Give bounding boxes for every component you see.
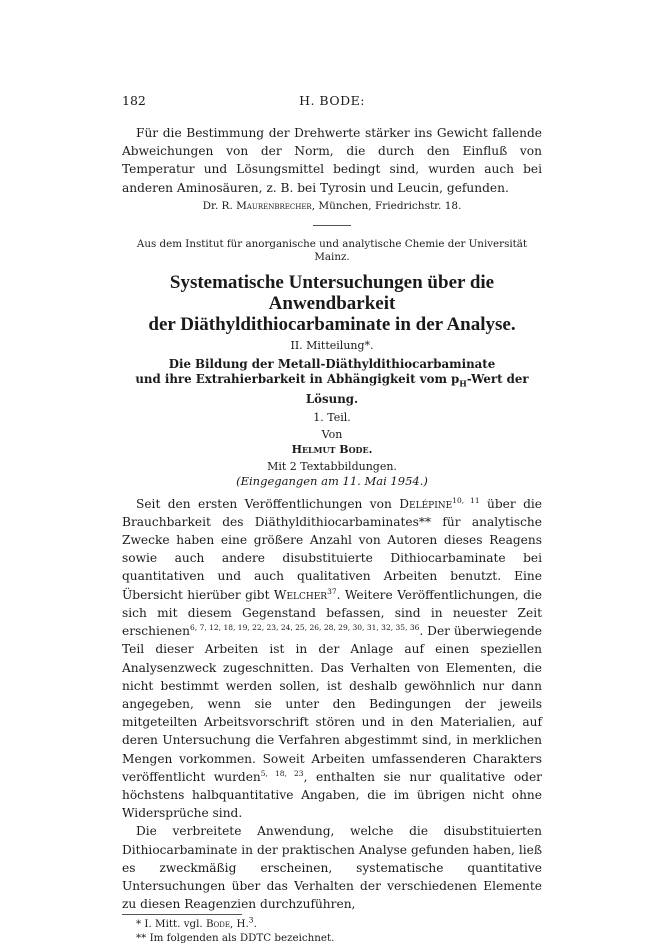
citation: 10, 11 xyxy=(452,495,480,505)
institute-line: Aus dem Institut für anorganische und analytische Chemie der Universität Mainz. xyxy=(136,237,528,263)
part-number: 1. Teil. xyxy=(313,410,351,424)
footnote-rule xyxy=(122,914,242,915)
footnote-2: ** Im folgenden als DDTC bezeichnet. xyxy=(136,931,335,944)
part-label: II. Mitteilung*. xyxy=(290,338,374,352)
separator-rule xyxy=(313,225,351,226)
previous-article-paragraph: Für die Bestimmung der Drehwerte stärker ins Gewicht fallende Abweichungen von der Norm, die durch den Einfluß von Temperatur und Lösungsmittel bedingt sind, wurden auch bei anderen Aminosäuren, z. B. bei Tyrosin und Leucin, gefunden. xyxy=(122,126,542,195)
article-title: Systematische Untersuchungen über die Anwendbarkeit der Diäthyldithiocarbaminate in der Analyse. xyxy=(148,271,516,335)
body-paragraph-1: Seit den ersten Veröffentlichungen von Delépine$^{10, 11}$ über die Brauchbarkeit des Diäthyldithiocarbaminates** für analytische Zwecke haben eine größere Anzahl von Autoren dieses Reagens sowie auch andere disubstituierte Dithiocarbaminate bei quantitativen und auch qualitativen Arbeiten benutzt. Eine Übersicht hierüber gibt Welcher$^{37}$. Weitere Veröffentlichungen, die sich mit diesem Gegenstand befassen, sind in neuester Zeit erschienen$^{6, 7, 12, 18, 19, 22, 23, 24, 25, 26, 28, 29, 30, 31, 32, 35, 36}$. Der überwiegende Teil dieser Arbeiten ist in der Anlage auf einen speziellen Analysenzweck zugeschnitten. Das Verhalten von Elementen, die nicht bestimmt werden sollen, ist deshalb gewöhnlich nur dann angegeben, wenn sie unter den Bedingungen der jeweils mitgeteilten Arbeitsvorschrift stören und in den Materialien, auf deren Untersuchung die Verfahren abgestimmt sind, in merklichen Mengen vorkommen. Soweit Arbeiten umfassenderen Charakters veröffentlicht wurden$^{5, 18, 23}$, enthalten sie nur qualitative oder höchstens halbquantitative Angaben, die im übrigen nicht ohne Widersprüche sind. xyxy=(122,495,543,821)
figures-note: Mit 2 Textabbildungen. xyxy=(267,459,397,473)
citation: 37 xyxy=(327,586,337,596)
received-date: (Eingegangen am 11. Mai 1954.) xyxy=(236,473,428,488)
running-title: H. BODE: xyxy=(299,93,365,108)
cited-author: Welcher xyxy=(273,587,328,602)
text-column xyxy=(122,124,542,945)
page-number: 182 xyxy=(122,93,146,108)
running-head xyxy=(122,93,542,109)
body-paragraph-2: Die verbreitete Anwendung, welche die disubstituierten Dithiocarbaminate in der praktischen Analyse gefunden haben, ließ es zweckmäßig erscheinen, systematische quantitative Untersuchungen über das Verhalten der verschiedenen Elemente zu diesen Reagenzien durchzuführen, xyxy=(122,824,542,912)
footnote-1: * I. Mitt. vgl. Bode, H.$^3$. xyxy=(136,915,257,931)
by-line: Von xyxy=(321,427,343,441)
citation: 5, 18, 23 xyxy=(260,768,304,778)
author-name: Helmut Bode. xyxy=(291,442,373,456)
cited-author: Delépine xyxy=(399,496,453,511)
citation: 6, 7, 12, 18, 19, 22, 23, 24, 25, 26, 28, 29, 30, 31, 32, 35, 36 xyxy=(190,623,420,633)
previous-article-signature: Dr. R. Maurenbrecher, München, Friedrichstr. 18. xyxy=(202,199,462,212)
signature-name: Maurenbrecher xyxy=(236,199,312,212)
article-subtitle: Die Bildung der Metall-Diäthyldithiocarbaminate und ihre Extrahierbarkeit in Abhängigkeit vom $p_H$-Wert der Lösung. xyxy=(135,356,529,407)
